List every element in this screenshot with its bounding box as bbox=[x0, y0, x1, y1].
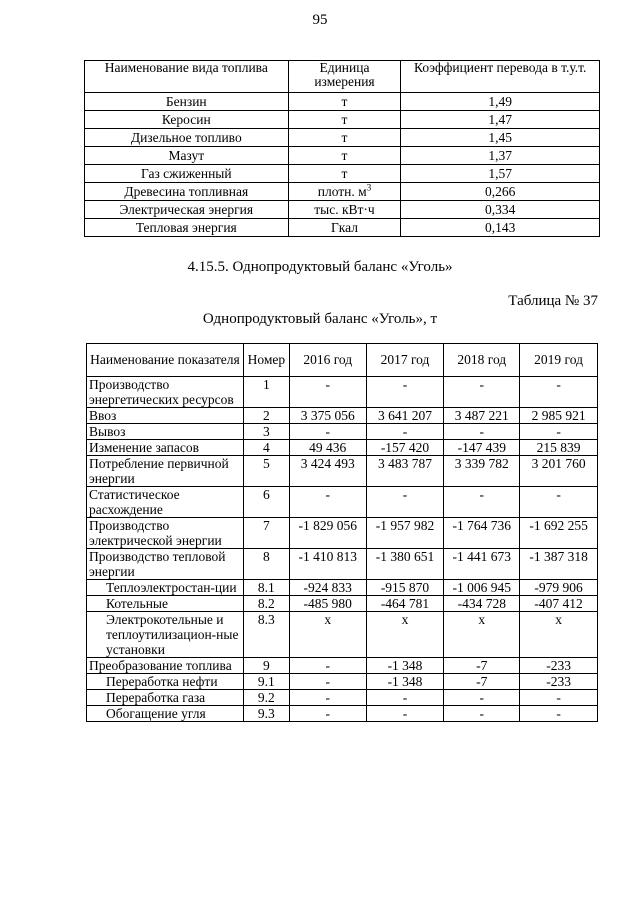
table-row bbox=[87, 377, 598, 408]
table-row bbox=[87, 456, 598, 487]
unit-cell bbox=[288, 147, 401, 165]
row-number-cell: 9.3 bbox=[243, 706, 289, 722]
table-row bbox=[85, 93, 600, 111]
indicator-name-cell: Вывоз bbox=[87, 424, 244, 440]
value-2019-cell: -233 bbox=[520, 674, 598, 690]
fuel-name-cell: Дизельное топливо bbox=[85, 129, 289, 147]
column-header: 2017 год bbox=[366, 344, 444, 377]
table-row bbox=[87, 580, 598, 596]
table-row bbox=[87, 408, 598, 424]
fuel-name-cell: Бензин bbox=[85, 93, 289, 111]
value-2016-cell: 3 375 056 bbox=[289, 408, 366, 424]
page-number: 95 bbox=[312, 12, 328, 28]
table-row bbox=[87, 440, 598, 456]
row-number-cell: 4 bbox=[243, 440, 289, 456]
row-number-cell: 2 bbox=[243, 408, 289, 424]
table-row bbox=[85, 165, 600, 183]
row-number-cell: 6 bbox=[243, 487, 289, 518]
indicator-name-cell: Переработка газа bbox=[87, 690, 244, 706]
value-2018-cell: -7 bbox=[444, 658, 520, 674]
column-header: 2018 год bbox=[444, 344, 520, 377]
value-2016-cell: х bbox=[289, 612, 366, 658]
indicator-name-cell: Ввоз bbox=[87, 408, 244, 424]
row-number-cell: 8.1 bbox=[243, 580, 289, 596]
table-row bbox=[85, 201, 600, 219]
value-2018-cell: 3 487 221 bbox=[444, 408, 520, 424]
value-2018-cell: - bbox=[444, 377, 520, 408]
value-2018-cell: - bbox=[444, 424, 520, 440]
unit-cell bbox=[288, 111, 401, 129]
column-header: 2016 год bbox=[289, 344, 366, 377]
value-2019-cell: - bbox=[520, 706, 598, 722]
value-2018-cell: -1 764 736 bbox=[444, 518, 520, 549]
value-2017-cell: 3 483 787 bbox=[366, 456, 444, 487]
unit-cell bbox=[288, 183, 401, 201]
fuel-name-cell: Тепловая энергия bbox=[85, 219, 289, 237]
table-row bbox=[87, 596, 598, 612]
value-2019-cell: -233 bbox=[520, 658, 598, 674]
value-2019-cell: - bbox=[520, 377, 598, 408]
indicator-name-cell: Производство энергетических ресурсов bbox=[87, 377, 244, 408]
value-2017-cell: -1 348 bbox=[366, 674, 444, 690]
table-row bbox=[87, 549, 598, 580]
unit-cell bbox=[288, 129, 401, 147]
row-number-cell: 8 bbox=[243, 549, 289, 580]
value-2017-cell: - bbox=[366, 377, 444, 408]
indicator-name-cell: Обогащение угля bbox=[87, 706, 244, 722]
table-row bbox=[85, 183, 600, 201]
coefficient-cell: 0,266 bbox=[401, 183, 600, 201]
table-row bbox=[87, 658, 598, 674]
value-2017-cell: -1 348 bbox=[366, 658, 444, 674]
value-2019-cell: -1 692 255 bbox=[520, 518, 598, 549]
value-2018-cell: - bbox=[444, 690, 520, 706]
table-row bbox=[87, 424, 598, 440]
value-2017-cell: - bbox=[366, 487, 444, 518]
table-row bbox=[87, 487, 598, 518]
value-2017-cell: х bbox=[366, 612, 444, 658]
value-2018-cell: -147 439 bbox=[444, 440, 520, 456]
unit-text: плотн. м bbox=[317, 184, 367, 199]
value-2019-cell: 2 985 921 bbox=[520, 408, 598, 424]
value-2018-cell: -7 bbox=[444, 674, 520, 690]
table-row bbox=[87, 690, 598, 706]
column-header: Коэффициент перевода в т.у.т. bbox=[401, 61, 600, 93]
section-heading: 4.15.5. Однопродуктовый баланс «Уголь» bbox=[187, 259, 453, 275]
table-row bbox=[85, 147, 600, 165]
value-2018-cell: х bbox=[444, 612, 520, 658]
value-2016-cell: - bbox=[289, 377, 366, 408]
value-2016-cell: - bbox=[289, 674, 366, 690]
table-row bbox=[87, 706, 598, 722]
value-2016-cell: 49 436 bbox=[289, 440, 366, 456]
unit-cell bbox=[288, 165, 401, 183]
value-2019-cell: - bbox=[520, 690, 598, 706]
value-2017-cell: 3 641 207 bbox=[366, 408, 444, 424]
row-number-cell: 8.3 bbox=[243, 612, 289, 658]
value-2016-cell: -485 980 bbox=[289, 596, 366, 612]
value-2016-cell: -1 410 813 bbox=[289, 549, 366, 580]
value-2019-cell: -407 412 bbox=[520, 596, 598, 612]
indicator-name-cell: Статистическое расхождение bbox=[87, 487, 244, 518]
unit-cell bbox=[288, 201, 401, 219]
indicator-name-cell: Потребление первичной энергии bbox=[87, 456, 244, 487]
value-2018-cell: 3 339 782 bbox=[444, 456, 520, 487]
unit-text: т bbox=[341, 130, 348, 145]
column-header: Наименование показателя bbox=[87, 344, 244, 377]
fuel-conversion-body bbox=[85, 93, 600, 237]
indicator-name-cell: Переработка нефти bbox=[87, 674, 244, 690]
table-row bbox=[87, 674, 598, 690]
unit-text: т bbox=[341, 94, 348, 109]
value-2016-cell: - bbox=[289, 706, 366, 722]
column-header: Единица измерения bbox=[288, 61, 401, 93]
value-2016-cell: 3 424 493 bbox=[289, 456, 366, 487]
fuel-name-cell: Газ сжиженный bbox=[85, 165, 289, 183]
value-2016-cell: - bbox=[289, 487, 366, 518]
value-2017-cell: -1 957 982 bbox=[366, 518, 444, 549]
table-row bbox=[87, 612, 598, 658]
coefficient-cell: 0,143 bbox=[401, 219, 600, 237]
column-header: Наименование вида топлива bbox=[85, 61, 289, 93]
value-2018-cell: -1 006 945 bbox=[444, 580, 520, 596]
unit-superscript: 3 bbox=[366, 182, 372, 193]
table-row bbox=[85, 111, 600, 129]
column-header: Номер bbox=[243, 344, 289, 377]
value-2017-cell: - bbox=[366, 424, 444, 440]
coefficient-cell: 1,37 bbox=[401, 147, 600, 165]
value-2019-cell: - bbox=[520, 424, 598, 440]
value-2016-cell: - bbox=[289, 658, 366, 674]
unit-cell bbox=[288, 219, 401, 237]
row-number-cell: 8.2 bbox=[243, 596, 289, 612]
value-2019-cell: -1 387 318 bbox=[520, 549, 598, 580]
fuel-conversion-table bbox=[84, 60, 600, 237]
unit-text: т bbox=[341, 148, 348, 163]
value-2018-cell: -434 728 bbox=[444, 596, 520, 612]
value-2016-cell: -1 829 056 bbox=[289, 518, 366, 549]
unit-text: т bbox=[341, 166, 348, 181]
value-2019-cell: х bbox=[520, 612, 598, 658]
coefficient-cell: 1,49 bbox=[401, 93, 600, 111]
coefficient-cell: 1,45 bbox=[401, 129, 600, 147]
coefficient-cell: 1,57 bbox=[401, 165, 600, 183]
table-header-row bbox=[87, 344, 598, 377]
indicator-name-cell: Преобразование топлива bbox=[87, 658, 244, 674]
unit-text: тыс. кВт·ч bbox=[314, 202, 375, 217]
value-2016-cell: -924 833 bbox=[289, 580, 366, 596]
indicator-name-cell: Производство электрической энергии bbox=[87, 518, 244, 549]
indicator-name-cell: Котельные bbox=[87, 596, 244, 612]
coal-balance-table bbox=[86, 343, 598, 722]
fuel-name-cell: Электрическая энергия bbox=[85, 201, 289, 219]
table-row bbox=[85, 219, 600, 237]
value-2017-cell: - bbox=[366, 706, 444, 722]
coefficient-cell: 0,334 bbox=[401, 201, 600, 219]
value-2016-cell: - bbox=[289, 424, 366, 440]
indicator-name-cell: Теплоэлектростан-ции bbox=[87, 580, 244, 596]
table-row bbox=[85, 129, 600, 147]
value-2019-cell: 3 201 760 bbox=[520, 456, 598, 487]
table-row bbox=[87, 518, 598, 549]
value-2017-cell: -915 870 bbox=[366, 580, 444, 596]
value-2018-cell: -1 441 673 bbox=[444, 549, 520, 580]
value-2016-cell: - bbox=[289, 690, 366, 706]
row-number-cell: 9.1 bbox=[243, 674, 289, 690]
table-header-row bbox=[85, 61, 600, 93]
row-number-cell: 5 bbox=[243, 456, 289, 487]
fuel-name-cell: Мазут bbox=[85, 147, 289, 165]
value-2018-cell: - bbox=[444, 706, 520, 722]
value-2017-cell: - bbox=[366, 690, 444, 706]
unit-text: т bbox=[341, 112, 348, 127]
coefficient-cell: 1,47 bbox=[401, 111, 600, 129]
value-2017-cell: -157 420 bbox=[366, 440, 444, 456]
table-number: Таблица № 37 bbox=[508, 293, 598, 309]
unit-cell bbox=[288, 93, 401, 111]
row-number-cell: 7 bbox=[243, 518, 289, 549]
coal-balance-body bbox=[87, 377, 598, 722]
unit-text: Гкал bbox=[330, 220, 358, 235]
row-number-cell: 1 bbox=[243, 377, 289, 408]
indicator-name-cell: Электрокотельные и теплоутилизацион-ные установки bbox=[87, 612, 244, 658]
row-number-cell: 3 bbox=[243, 424, 289, 440]
value-2019-cell: - bbox=[520, 487, 598, 518]
row-number-cell: 9.2 bbox=[243, 690, 289, 706]
column-header: 2019 год bbox=[520, 344, 598, 377]
value-2018-cell: - bbox=[444, 487, 520, 518]
row-number-cell: 9 bbox=[243, 658, 289, 674]
indicator-name-cell: Изменение запасов bbox=[87, 440, 244, 456]
indicator-name-cell: Производство тепловой энергии bbox=[87, 549, 244, 580]
value-2017-cell: -464 781 bbox=[366, 596, 444, 612]
value-2019-cell: 215 839 bbox=[520, 440, 598, 456]
table-caption: Однопродуктовый баланс «Уголь», т bbox=[202, 311, 438, 327]
fuel-name-cell: Древесина топливная bbox=[85, 183, 289, 201]
value-2019-cell: -979 906 bbox=[520, 580, 598, 596]
fuel-name-cell: Керосин bbox=[85, 111, 289, 129]
value-2017-cell: -1 380 651 bbox=[366, 549, 444, 580]
